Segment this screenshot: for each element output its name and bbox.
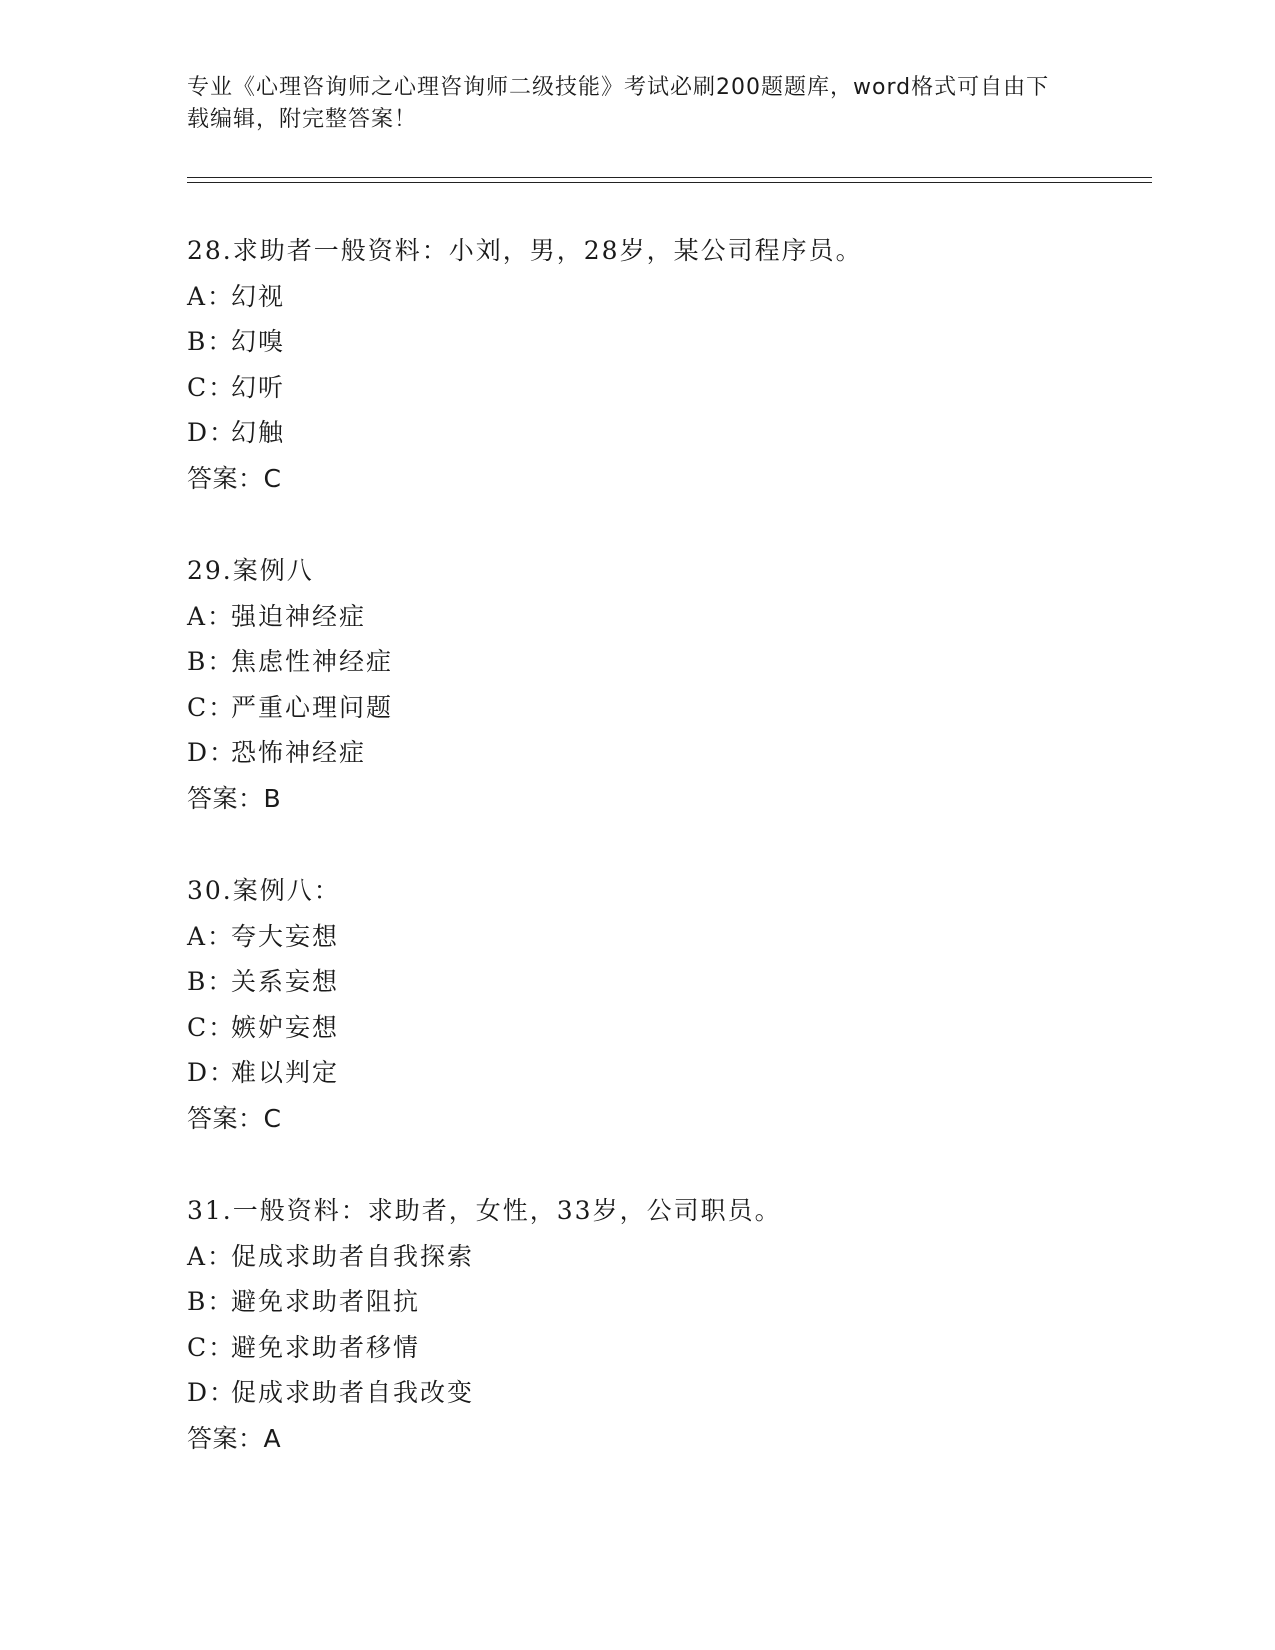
option-a [187, 594, 1147, 640]
question-stem: 30.案例八： [187, 876, 341, 905]
option-key: B： [187, 647, 235, 676]
option-key: D： [187, 1058, 237, 1087]
option-d [187, 1050, 1147, 1096]
header-divider-bottom [187, 182, 1152, 183]
option-key: B： [187, 967, 235, 996]
option-text: 幻听 [231, 372, 286, 402]
option-key: A： [187, 281, 235, 311]
option-key: C： [187, 1012, 236, 1042]
document-header-text: 专业《心理咨询师之心理咨询师二级技能》考试必刷200题题库，word格式可自由下载编辑，附完整答案！ [187, 75, 1050, 132]
answer-line: 答案：B [187, 783, 282, 813]
option-text: 夸大妄想 [231, 921, 340, 951]
option-a [187, 1234, 1147, 1280]
option-b [187, 319, 1147, 365]
header-divider-top [187, 177, 1152, 178]
option-text: 焦虑性神经症 [231, 647, 394, 676]
option-a [187, 914, 1147, 960]
option-key: A： [187, 1241, 235, 1271]
option-key: B： [187, 327, 235, 356]
option-key: D： [187, 418, 237, 447]
option-b [187, 639, 1147, 685]
option-key: A： [187, 921, 235, 951]
question-stem: 31.一般资料：求助者，女性，33岁，公司职员。 [187, 1196, 782, 1225]
option-text: 恐怖神经症 [231, 738, 367, 767]
option-text: 难以判定 [231, 1058, 340, 1087]
option-text: 幻嗅 [231, 327, 286, 356]
option-text: 嫉妒妄想 [231, 1012, 340, 1042]
option-a [187, 274, 1147, 320]
option-text: 幻视 [231, 281, 286, 311]
option-c [187, 685, 1147, 731]
question-28 [187, 228, 1147, 501]
option-text: 严重心理问题 [231, 692, 394, 722]
option-key: D： [187, 738, 237, 767]
option-d [187, 730, 1147, 776]
option-text: 促成求助者自我改变 [231, 1378, 475, 1407]
question-30 [187, 868, 1147, 1141]
question-29 [187, 548, 1147, 821]
option-text: 关系妄想 [231, 967, 340, 996]
option-text: 强迫神经症 [231, 601, 367, 631]
question-stem: 28.求助者一般资料：小刘，男，28岁，某公司程序员。 [187, 236, 863, 265]
option-b [187, 959, 1147, 1005]
answer-line: 答案：C [187, 1103, 282, 1133]
option-key: C： [187, 372, 236, 402]
option-text: 促成求助者自我探索 [231, 1241, 475, 1271]
option-d [187, 1370, 1147, 1416]
option-key: A： [187, 601, 235, 631]
option-key: C： [187, 692, 236, 722]
question-31 [187, 1188, 1147, 1461]
option-key: B： [187, 1287, 235, 1316]
option-b [187, 1279, 1147, 1325]
option-c [187, 1005, 1147, 1051]
option-d [187, 410, 1147, 456]
option-text: 避免求助者移情 [231, 1332, 421, 1362]
option-key: D： [187, 1378, 237, 1407]
question-stem: 29.案例八 [187, 556, 314, 585]
answer-line: 答案：C [187, 463, 282, 493]
answer-line: 答案：A [187, 1423, 282, 1453]
option-c [187, 1325, 1147, 1371]
option-text: 幻触 [231, 418, 286, 447]
option-key: C： [187, 1332, 236, 1362]
option-text: 避免求助者阻抗 [231, 1287, 421, 1316]
option-c [187, 365, 1147, 411]
